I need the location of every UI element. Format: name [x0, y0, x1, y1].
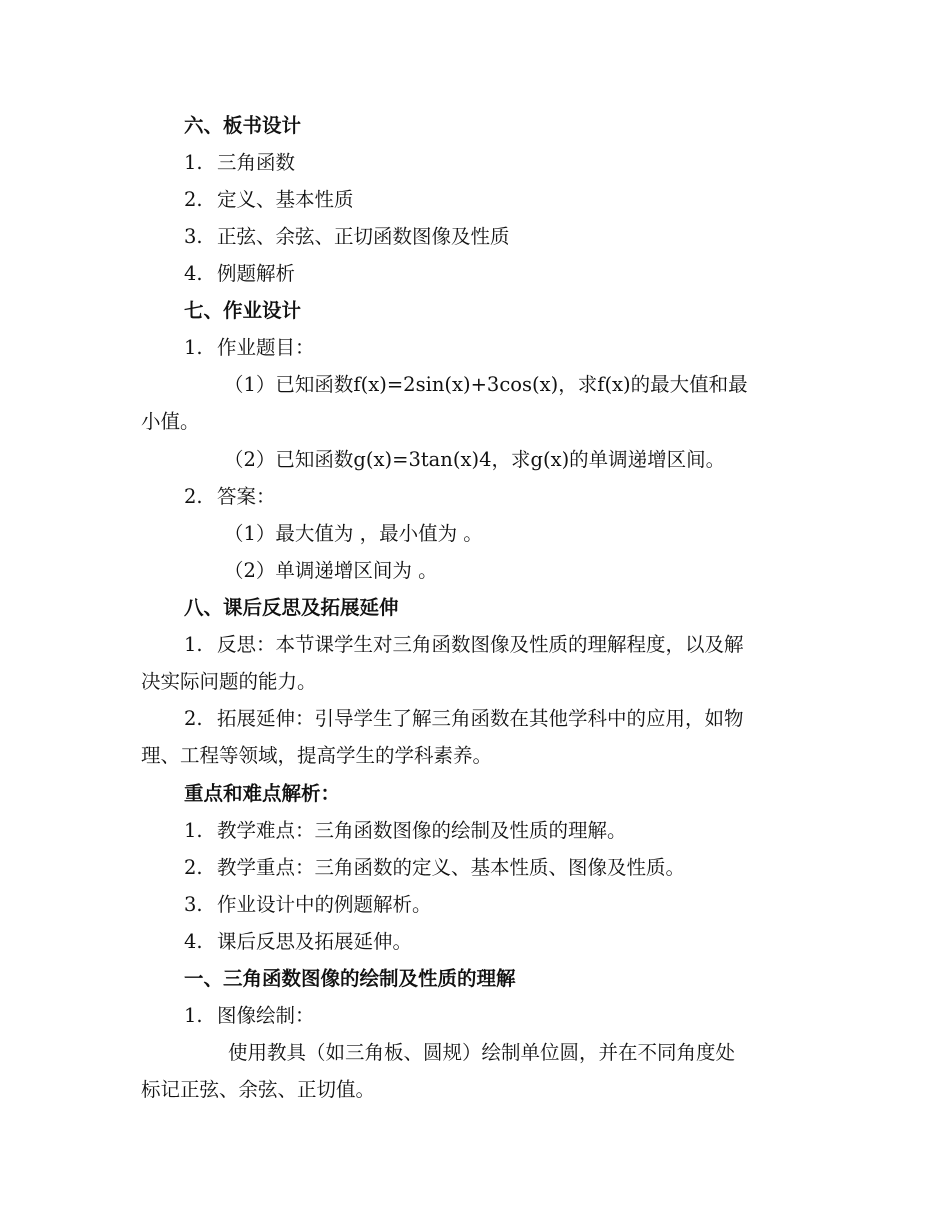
list-item: 2. 教学重点：三角函数的定义、基本性质、图像及性质。 — [184, 856, 686, 879]
paragraph-line: （1）最大值为 ，最小值为 。 — [224, 522, 483, 545]
paragraph-line: 标记正弦、余弦、正切值。 — [141, 1078, 376, 1101]
paragraph-line: 使用教具（如三角板、圆规）绘制单位圆，并在不同角度处 — [228, 1041, 736, 1064]
section-heading: 重点和难点解析： — [184, 782, 341, 805]
list-item: 3. 作业设计中的例题解析。 — [184, 893, 432, 916]
list-item: 1. 图像绘制： — [184, 1004, 315, 1027]
list-item: 3. 正弦、余弦、正切函数图像及性质 — [184, 225, 510, 248]
list-item: 2. 答案： — [184, 485, 276, 508]
paragraph-line: （1）已知函数f(x)=2sin(x)+3cos(x)，求f(x)的最大值和最 — [224, 373, 748, 396]
section-heading: 一、三角函数图像的绘制及性质的理解 — [184, 967, 516, 990]
list-item: 1. 三角函数 — [184, 151, 296, 174]
list-item: 4. 课后反思及拓展延伸。 — [184, 930, 413, 953]
paragraph-line: 决实际问题的能力。 — [141, 670, 317, 693]
paragraph-line: 理、工程等领域，提高学生的学科素养。 — [141, 744, 493, 767]
list-item: 1. 反思：本节课学生对三角函数图像及性质的理解程度，以及解 — [184, 633, 744, 656]
paragraph-line: （2）单调递增区间为 。 — [224, 559, 438, 582]
list-item: 2. 拓展延伸：引导学生了解三角函数在其他学科中的应用，如物 — [184, 707, 744, 730]
list-item: 1. 作业题目： — [184, 336, 315, 359]
paragraph-line: 小值。 — [141, 410, 200, 433]
list-item: 1. 教学难点：三角函数图像的绘制及性质的理解。 — [184, 819, 627, 842]
section-heading: 七、作业设计 — [184, 299, 302, 322]
list-item: 2. 定义、基本性质 — [184, 188, 354, 211]
paragraph-line: （2）已知函数g(x)=3tan(x)4，求g(x)的单调递增区间。 — [224, 448, 726, 471]
section-heading: 八、课后反思及拓展延伸 — [184, 596, 399, 619]
section-heading: 六、板书设计 — [184, 114, 302, 137]
list-item: 4. 例题解析 — [184, 262, 296, 285]
